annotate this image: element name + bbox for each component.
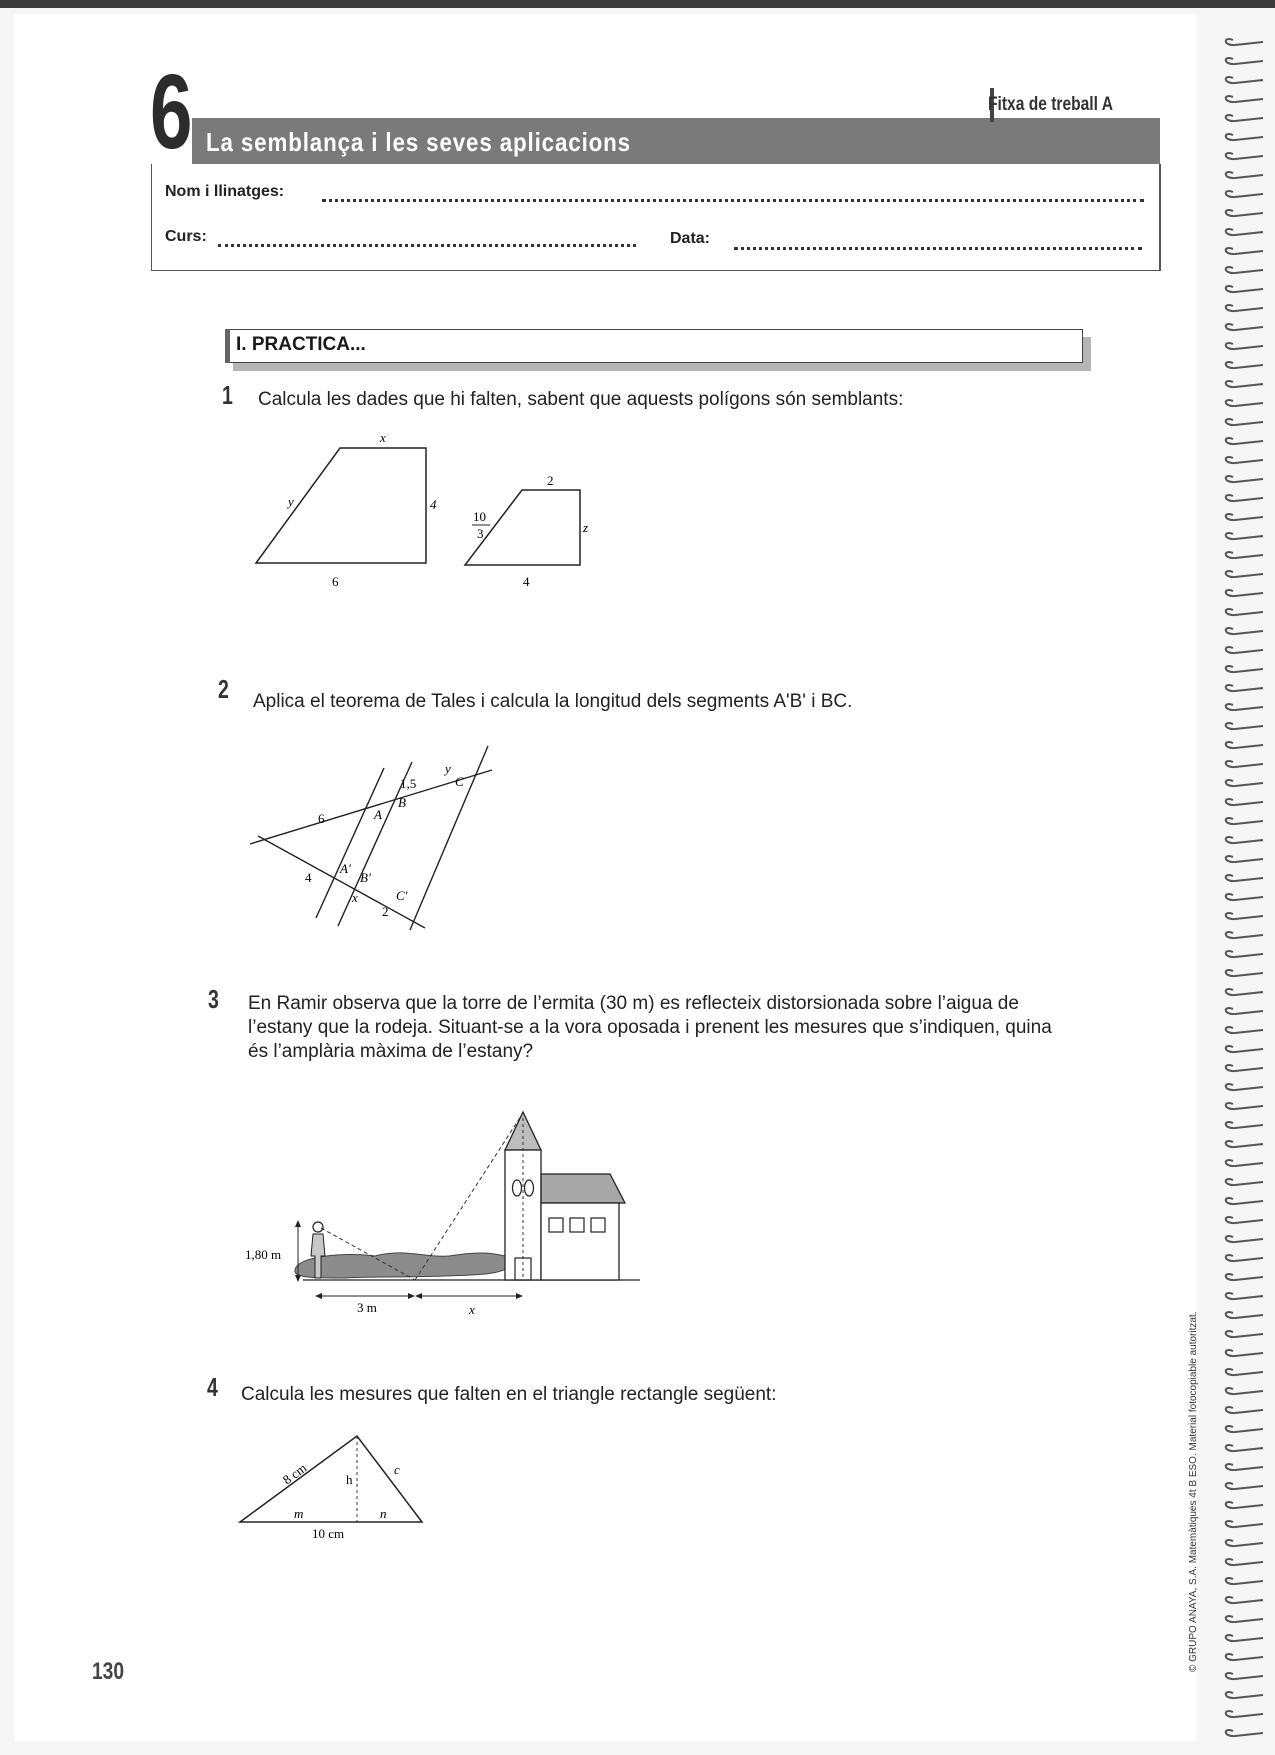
q1-label-4-bottom: 4 <box>523 574 530 589</box>
q1-label-10: 10 <box>473 509 486 524</box>
spiral-coil <box>1226 1559 1263 1565</box>
spiral-coil <box>1226 1293 1263 1299</box>
spiral-coil <box>1226 362 1263 368</box>
section-title: I. PRACTICA... <box>236 334 366 355</box>
q2-label-y: y <box>445 761 451 776</box>
spiral-coil <box>1226 1350 1263 1356</box>
spiral-coil <box>1226 419 1263 425</box>
q2-label-2: 2 <box>382 904 389 919</box>
worksheet-title: La semblança i les seves aplicacions <box>206 127 631 157</box>
q1-label-4-right: 4 <box>430 497 437 512</box>
section-header-mark <box>225 329 230 363</box>
q1-label-6: 6 <box>332 574 339 589</box>
spiral-coil <box>1226 875 1263 881</box>
spiral-coil <box>1226 1388 1263 1394</box>
question-text-2: Aplica el teorema de Tales i calcula la longitud dels segments A'B' i BC. <box>253 691 853 712</box>
spiral-coil <box>1226 1673 1263 1679</box>
spiral-coil <box>1226 1027 1263 1033</box>
spiral-coil <box>1226 1616 1263 1622</box>
q4-label-c: c <box>394 1462 400 1477</box>
question-number-4: 4 <box>207 1372 218 1402</box>
spiral-coil <box>1226 1198 1263 1204</box>
spiral-coil <box>1226 400 1263 406</box>
pond <box>295 1253 515 1278</box>
q1-label-2: 2 <box>547 473 554 488</box>
spiral-coil <box>1226 381 1263 387</box>
spiral-coil <box>1226 77 1263 83</box>
spiral-coil <box>1226 552 1263 558</box>
q1-label-y: y <box>288 494 294 509</box>
spiral-coil <box>1226 894 1263 900</box>
spiral-coil <box>1226 343 1263 349</box>
spiral-coil <box>1226 1065 1263 1071</box>
spiral-coil <box>1226 1654 1263 1660</box>
question-number-1: 1 <box>222 380 233 410</box>
q1-label-3: 3 <box>477 526 484 541</box>
spiral-coil <box>1226 761 1263 767</box>
spiral-coil <box>1226 685 1263 691</box>
q4-label-n: n <box>380 1506 387 1521</box>
point-C-prime: C' <box>396 888 408 903</box>
spiral-coil <box>1226 1274 1263 1280</box>
spiral-coil <box>1226 514 1263 520</box>
name-field[interactable] <box>322 198 1144 202</box>
spiral-coil <box>1226 58 1263 64</box>
spiral-coil <box>1226 1008 1263 1014</box>
question-text-4: Calcula les mesures que falten en el triangle rectangle següent: <box>241 1384 777 1405</box>
spiral-coil <box>1226 1046 1263 1052</box>
q1-similar-polygons <box>240 425 620 590</box>
arrowhead-3m-right <box>408 1293 415 1299</box>
spiral-coil <box>1226 723 1263 729</box>
date-label: Data: <box>670 230 711 247</box>
spiral-coil <box>1226 913 1263 919</box>
large-trapezoid <box>256 448 426 563</box>
spiral-coil <box>1226 951 1263 957</box>
spiral-coil <box>1226 457 1263 463</box>
spiral-coil <box>1226 1426 1263 1432</box>
spiral-coil <box>1226 989 1263 995</box>
q3-label-x: x <box>469 1302 475 1317</box>
spiral-coil <box>1226 780 1263 786</box>
person-head <box>313 1222 323 1232</box>
spiral-coil <box>1226 1521 1263 1527</box>
point-C: C <box>455 774 464 789</box>
spiral-coil <box>1226 1597 1263 1603</box>
arrowhead-x-right <box>516 1293 523 1299</box>
spiral-coil <box>1226 1236 1263 1242</box>
spiral-coil <box>1226 571 1263 577</box>
spiral-coil <box>1226 818 1263 824</box>
spiral-coil <box>1226 191 1263 197</box>
name-label: Nom i llinatges: <box>165 183 285 200</box>
spiral-coil <box>1226 1331 1263 1337</box>
spiral-coil <box>1226 324 1263 330</box>
course-field[interactable] <box>218 243 636 247</box>
spiral-coil <box>1226 590 1263 596</box>
spiral-coil <box>1226 1141 1263 1147</box>
church-body <box>541 1203 619 1280</box>
date-field[interactable] <box>734 246 1142 250</box>
course-label: Curs: <box>165 228 207 245</box>
spiral-coil <box>1226 970 1263 976</box>
spiral-coil <box>1226 134 1263 140</box>
height-arrow-bottom <box>295 1275 301 1282</box>
spiral-coil <box>1226 1160 1263 1166</box>
chapter-number: 6 <box>150 53 193 171</box>
spiral-coil <box>1226 533 1263 539</box>
q3-label-3m: 3 m <box>357 1300 377 1315</box>
spiral-coil <box>1226 932 1263 938</box>
q4-label-10cm: 10 cm <box>312 1526 345 1541</box>
spiral-coil <box>1226 1179 1263 1185</box>
arrowhead-x-left <box>415 1293 422 1299</box>
scan-top-edge <box>0 0 1275 8</box>
point-B: B <box>398 795 406 810</box>
spiral-coil <box>1226 96 1263 102</box>
q2-thales-diagram <box>250 740 510 935</box>
spiral-coil <box>1226 1103 1263 1109</box>
spiral-coil <box>1226 1730 1263 1736</box>
spiral-coil <box>1226 609 1263 615</box>
arrowhead-3m-left <box>315 1293 322 1299</box>
question-text-1: Calcula les dades que hi falten, sabent que aquests polígons són semblants: <box>258 389 904 410</box>
spiral-coil <box>1226 172 1263 178</box>
right-triangle <box>240 1436 422 1522</box>
spiral-coil <box>1226 1407 1263 1413</box>
spiral-coil <box>1226 229 1263 235</box>
spiral-coil <box>1226 210 1263 216</box>
copyright-note: © GRUPO ANAYA, S.A. Matemàtiques 4t B ESO. Material fotocopiable autoritzat. <box>1188 1311 1199 1672</box>
q2-label-6: 6 <box>318 811 325 826</box>
spiral-coil <box>1226 1217 1263 1223</box>
spiral-coil <box>1226 1312 1263 1318</box>
worksheet-page <box>14 14 1196 1741</box>
spiral-coil <box>1226 248 1263 254</box>
spiral-coil <box>1226 1540 1263 1546</box>
height-arrow-top <box>295 1220 301 1227</box>
q1-label-x: x <box>380 430 386 445</box>
spiral-coil <box>1226 742 1263 748</box>
point-B-prime: B' <box>360 870 371 885</box>
spiral-coil <box>1226 115 1263 121</box>
question-number-2: 2 <box>218 674 229 704</box>
spiral-coil <box>1226 286 1263 292</box>
q1-label-z: z <box>583 520 589 535</box>
page-number: 130 <box>92 1658 125 1685</box>
spiral-coil <box>1226 438 1263 444</box>
spiral-coil <box>1226 495 1263 501</box>
q4-right-triangle <box>230 1430 440 1545</box>
q4-label-m: m <box>294 1506 304 1521</box>
spiral-coil <box>1226 1464 1263 1470</box>
church-roof <box>541 1174 625 1203</box>
spiral-coil <box>1226 153 1263 159</box>
q2-label-x: x <box>352 890 358 905</box>
spiral-coil <box>1226 267 1263 273</box>
spiral-coil <box>1226 1122 1263 1128</box>
worksheet-label: Fitxa de treball A <box>988 94 1113 115</box>
spiral-coil <box>1226 1369 1263 1375</box>
spiral-coil <box>1226 856 1263 862</box>
spiral-coil <box>1226 1084 1263 1090</box>
point-A: A <box>374 807 382 822</box>
spiral-coil <box>1226 39 1263 45</box>
spiral-coil <box>1226 1692 1263 1698</box>
spiral-coil <box>1226 1635 1263 1641</box>
q2-label-4: 4 <box>305 870 312 885</box>
spiral-coil <box>1226 1255 1263 1261</box>
spiral-coil <box>1226 799 1263 805</box>
spiral-coil <box>1226 1502 1263 1508</box>
spiral-coil <box>1226 1711 1263 1717</box>
q3-label-height: 1,80 m <box>245 1247 282 1262</box>
spiral-coil <box>1226 666 1263 672</box>
spiral-coil <box>1226 305 1263 311</box>
spiral-coil <box>1226 1578 1263 1584</box>
spiral-coil <box>1226 837 1263 843</box>
point-A-prime: A' <box>340 861 351 876</box>
spiral-coil <box>1226 704 1263 710</box>
q3-tower-reflection-diagram <box>235 1108 655 1318</box>
q2-label-1-5: 1,5 <box>400 776 417 791</box>
q4-label-h: h <box>346 1472 353 1487</box>
spiral-coil <box>1226 628 1263 634</box>
spiral-coil <box>1226 1445 1263 1451</box>
question-text-3: En Ramir observa que la torre de l’ermita (30 m) es reflecteix distorsionada sobre l’aigua de l’estany que la rodeja. Situant-se a la vora oposada i prenent les mesures que s’indiquen, quina és l’amplària màxima de l’estany? <box>248 993 1052 1062</box>
question-number-3: 3 <box>208 984 219 1014</box>
student-info-box <box>151 164 1161 271</box>
spiral-coil <box>1226 647 1263 653</box>
parallel-line-a <box>316 768 384 918</box>
spiral-coil <box>1226 476 1263 482</box>
q4-label-8cm: 8 cm <box>279 1460 310 1488</box>
spiral-coil <box>1226 1483 1263 1489</box>
lower-transversal <box>258 836 425 928</box>
spiral-binding <box>1215 0 1275 1755</box>
